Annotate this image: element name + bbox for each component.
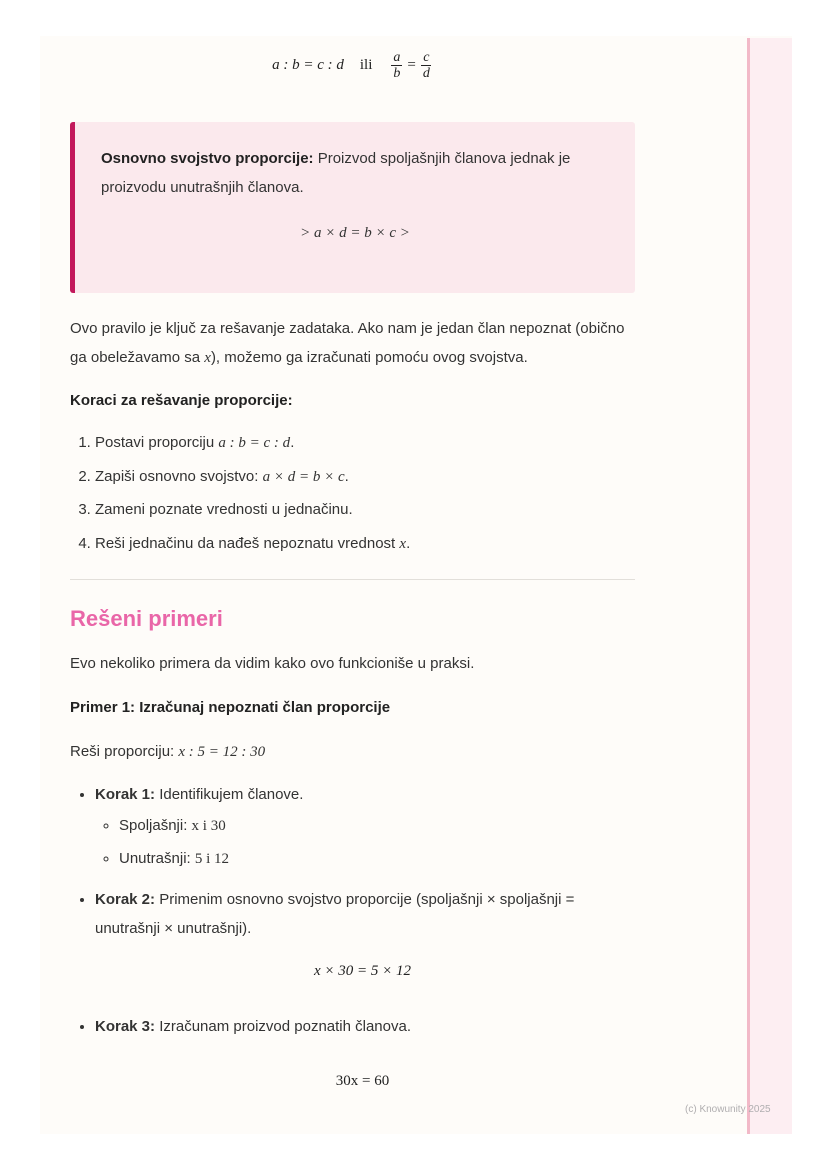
step-math: a : b = c : d [218, 435, 291, 451]
list-item [95, 460, 410, 494]
divider [70, 579, 635, 580]
margin-strip [747, 38, 792, 1134]
fraction-denominator: d [422, 66, 430, 81]
intro-part1: Ovo pravilo je ključ za rešavanje zadataka. Ako nam je jedan član nepoznat (obično ga obeležavamo sa [70, 320, 625, 366]
example-task [70, 737, 635, 767]
list-item [95, 1012, 411, 1041]
step-text: Izračunam proizvod poznatih članova. [155, 1018, 412, 1035]
fraction-c-d [421, 50, 432, 81]
list-item [119, 809, 625, 842]
formula-step3 [70, 1072, 655, 1090]
sub-list [95, 809, 625, 875]
formula-text: 30x = 60 [335, 1073, 390, 1089]
step-after: . [344, 467, 349, 485]
step-label: Korak 3: [95, 1018, 156, 1035]
formula-colon-form: a : b = c : d [272, 57, 344, 73]
step-text: Zapiši osnovno svojstvo: [95, 467, 263, 485]
outer-math: x i 30 [191, 818, 226, 834]
fraction-a-b [391, 50, 402, 81]
copyright: (c) Knowunity 2025 [685, 1104, 771, 1115]
fraction-numerator: a [393, 50, 401, 65]
task-label: Reši proporciju: [70, 743, 179, 760]
property-callout [70, 122, 635, 293]
list-item [95, 780, 625, 875]
outer-label: Spoljašnji: [119, 817, 192, 834]
formula-or: ili [359, 57, 373, 73]
formula-equals: = [407, 57, 416, 73]
fraction-numerator: c [423, 50, 430, 65]
step-after: . [406, 534, 411, 552]
intro-part2: ), možemo ga izračunati pomoću ovog svojstva. [210, 349, 528, 366]
margin-line [747, 38, 750, 1134]
inner-math: 5 i 12 [194, 851, 230, 867]
list-item [95, 885, 625, 943]
list-item [119, 842, 625, 875]
callout-bold-label: Osnovno svojstvo proporcije: [101, 150, 314, 167]
step-label: Korak 2: [95, 891, 156, 908]
callout-formula: > a × d = b × c > [300, 225, 410, 241]
step-text: Postavi proporciju [95, 434, 219, 451]
example-title: Primer 1: Izračunaj nepoznati član proporcije [70, 699, 391, 716]
list-item [95, 493, 410, 527]
section-intro: Evo nekoliko primera da vidim kako ovo funkcioniše u praksi. [70, 655, 475, 672]
proportion-formula [70, 50, 635, 81]
step-text: Zameni poznate vrednosti u jednačinu. [95, 501, 353, 518]
steps-list [70, 426, 410, 560]
step-text: Primenim osnovno svojstvo proporcije (spoljašnji × spoljašnji = unutrašnji × unutrašnji). [95, 891, 575, 937]
step-after: . [290, 434, 295, 451]
formula-text: x × 30 = 5 × 12 [313, 963, 412, 979]
fraction-denominator: b [393, 66, 401, 81]
step-text: Reši jednačinu da nađeš nepoznatu vrednost [95, 534, 400, 552]
step-math: x [399, 535, 407, 552]
step-label: Korak 1: [95, 786, 156, 803]
task-math: x : 5 = 12 : 30 [178, 744, 266, 760]
step-text: Identifikujem članove. [155, 786, 304, 803]
callout-text [101, 144, 621, 202]
inner-label: Unutrašnji: [119, 850, 195, 867]
formula-step2 [70, 962, 655, 980]
callout-body: Proizvod spoljašnjih članova jednak je proizvodu unutrašnjih članova. [101, 150, 571, 196]
example-steps-b [70, 1012, 411, 1041]
list-item [95, 426, 410, 460]
intro-paragraph [70, 314, 635, 373]
steps-heading: Koraci za rešavanje proporcije: [70, 392, 293, 409]
section-title: Rešeni primeri [70, 606, 223, 631]
step-math: a × d = b × c [262, 468, 345, 485]
intro-variable: x [204, 350, 211, 366]
list-item [95, 527, 410, 561]
example-steps-a [70, 780, 625, 943]
